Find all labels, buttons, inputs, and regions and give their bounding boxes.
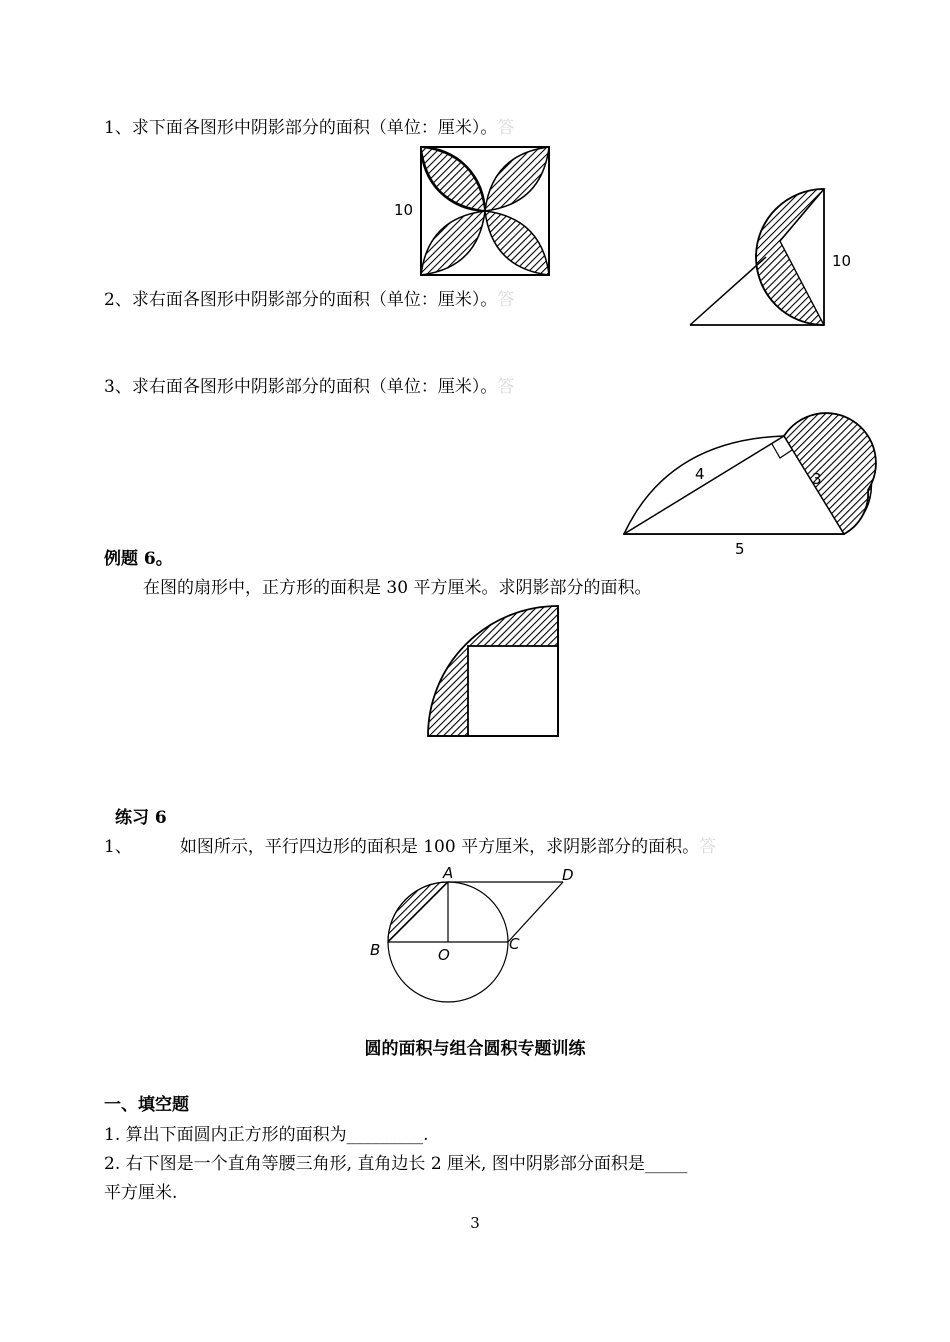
- fig1-side-label: 10: [394, 201, 414, 219]
- answer-link-2[interactable]: 答: [497, 290, 515, 310]
- figure-sector-square: [426, 604, 561, 740]
- practice-6-item: [104, 836, 716, 858]
- figure-circle-parallelogram: [385, 880, 575, 1005]
- figure-semicircle-triangle: [686, 185, 826, 330]
- fill-blank-q2-line2: 平方厘米.: [104, 1183, 178, 1203]
- fill-blank-q2-line1: 2. 右下图是一个直角等腰三角形, 直角边长 2 厘米, 图中阴影部分面积是_____: [104, 1154, 688, 1174]
- answer-link-3[interactable]: 答: [497, 377, 515, 397]
- problem-2: [104, 289, 514, 311]
- fill-blank-q1: 1. 算出下面圆内正方形的面积为_________.: [104, 1125, 429, 1145]
- figure-triangle-semicircles: [608, 390, 873, 540]
- fig3-label-short-leg: 3: [812, 470, 822, 488]
- practice-6-number: 1、: [104, 837, 132, 857]
- point-O-label: O: [438, 946, 450, 964]
- fill-blank-heading: 一、填空题: [104, 1095, 189, 1115]
- problem-1: [104, 117, 514, 139]
- problem-1-text: 1、求下面各图形中阴影部分的面积（单位：厘米）。: [104, 118, 498, 138]
- answer-link-practice-6[interactable]: 答: [699, 837, 717, 857]
- page-number: 3: [470, 1214, 480, 1232]
- point-B-label: B: [370, 941, 381, 959]
- point-D-label: D: [562, 866, 574, 884]
- figure-four-petals: [420, 146, 550, 276]
- practice-6-text: 如图所示，平行四边形的面积是 100 平方厘米，求阴影部分的面积。: [179, 837, 700, 857]
- example-6-title: 例题 6。: [104, 549, 173, 569]
- answer-link-1[interactable]: 答: [497, 118, 515, 138]
- problem-2-text: 2、求右面各图形中阴影部分的面积（单位：厘米）。: [104, 290, 498, 310]
- point-C-label: C: [509, 935, 520, 953]
- section-title: 圆的面积与组合圆积专题训练: [364, 1039, 586, 1059]
- problem-3-text: 3、求右面各图形中阴影部分的面积（单位：厘米）。: [104, 377, 498, 397]
- fig2-side-label: 10: [832, 252, 852, 270]
- fig3-label-long-leg: 4: [695, 465, 705, 483]
- practice-6-title: 练习 6: [115, 808, 167, 828]
- point-A-label: A: [443, 864, 454, 882]
- fig3-label-hyp: 5: [735, 540, 745, 558]
- example-6-text: 在图的扇形中，正方形的面积是 30 平方厘米。求阴影部分的面积。: [143, 578, 652, 598]
- problem-3: [104, 376, 514, 398]
